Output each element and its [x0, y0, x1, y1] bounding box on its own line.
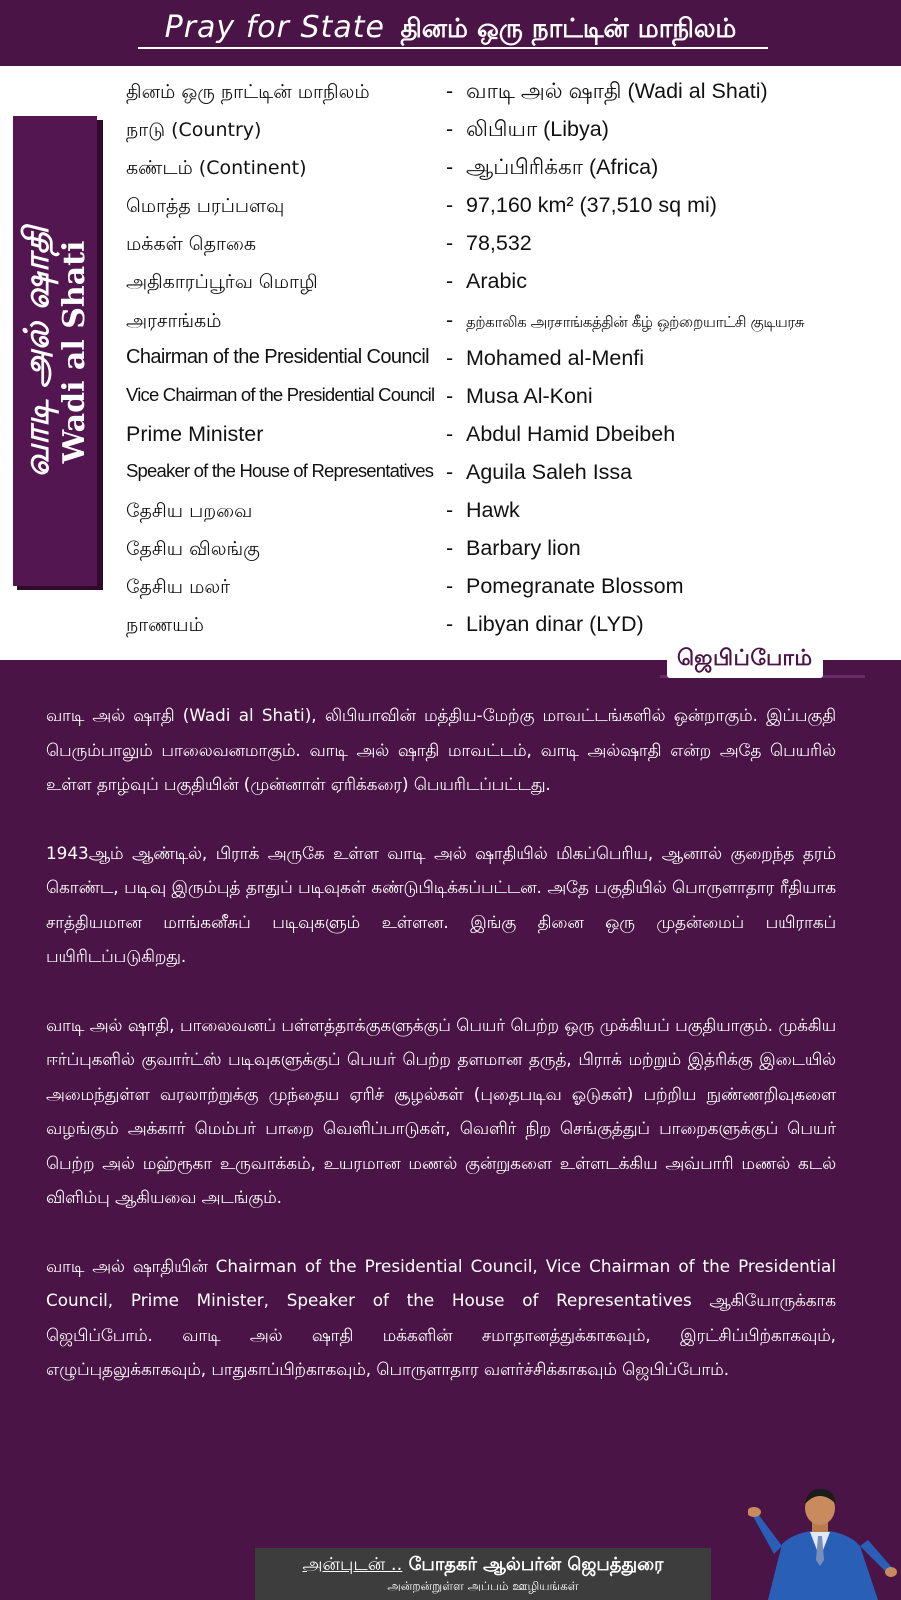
paragraph: வாடி அல் ஷாதி (Wadi al Shati), லிபியாவின் மத்திய-மேற்கு மாவட்டங்களில் ஒன்றாகும். இப்பகுதி பெரும்பாலும் பாலைவனமாகும். வாடி அல் ஷாதி மாவட்டம், வாடி அல்ஷாதி என்ற அதே பெயரில் உள்ள தாழ்வுப் பகுதியின் (முன்னாள் ஏரிக்கரை) பெயரிடப்பட்டது. [46, 705, 836, 794]
fact-label: கண்டம் (Continent) [126, 157, 307, 180]
header-bar [0, 0, 901, 66]
fact-separator: - [446, 79, 454, 103]
fact-separator: - [446, 155, 454, 180]
fact-label: Prime Minister [126, 421, 264, 446]
paragraph: வாடி அல் ஷாதியின் Chairman of the Presidential Council, Vice Chairman of the Presidential Council, Prime Minister, Speaker of the House of Representatives ஆகியோருக்காக ஜெபிப்போம். வாடி அல் ஷாதி மக்களின் சமாதானத்துக்காகவும், இரட்சிப்பிற்காகவும், எழுப்புதலுக்காகவும், பாதுகாப்பிற்காகவும், பொருளாதார வளர்ச்சிக்காகவும் ஜெபிப்போம். [46, 1255, 836, 1379]
fact-value: Aguila Saleh Issa [466, 459, 633, 484]
fact-value: வாடி அல் ஷாதி (Wadi al Shati) [466, 79, 768, 103]
fact-row [126, 189, 896, 227]
fact-value: தற்காலிக அரசாங்கத்தின் கீழ் ஒற்றையாட்சி குடியரசு [466, 312, 805, 331]
fact-row [126, 570, 896, 608]
facts-list [126, 75, 896, 646]
footer-signature [255, 1548, 711, 1600]
footer-author-line [255, 1554, 711, 1577]
fact-label: அரசாங்கம் [126, 309, 222, 332]
fact-row [126, 151, 896, 189]
fact-value: Mohamed al-Menfi [466, 345, 645, 370]
footer-ministry: அன்றன்றுள்ள அப்பம் ஊழியங்கள் [387, 1579, 579, 1593]
page-title [0, 10, 901, 47]
fact-label: நாடு (Country) [126, 119, 262, 142]
fact-row [126, 456, 896, 494]
side-banner-label [17, 227, 93, 478]
fact-value: Abdul Hamid Dbeibeh [466, 421, 676, 446]
article-body [46, 698, 836, 1421]
title-english: Pray for State [164, 10, 385, 45]
fact-row [126, 113, 896, 151]
paragraph: வாடி அல் ஷாதி, பாலைவனப் பள்ளத்தாக்குகளுக்குப் பெயர் பெற்ற ஒரு முக்கியப் பகுதியாகும். முக்கிய ஈர்ப்புகளில் குவார்ட்ஸ் படிவுகளுக்குப் பெயர் பெற்ற தளமான தருத், பிராக் மற்றும் இத்ரிக்கு இடையில் அமைந்துள்ள வரலாற்றுக்கு முந்தைய ஏரிச் சூழல்கள் (புதைபடிவ ஓடுகள்) பற்றிய நுண்ணறிவுகளை வழங்கும் அக்கார் மெம்பர் பாறை வெளிப்பாடுகள், வெளிர் நிற செங்குத்துப் பாறைகளுக்குப் பெயர் பெற்ற அல் மஹ்ரூகா உருவாக்கம், உயரமான மணல் குன்றுகளை உள்ளடக்கிய அவ்பாரி மணல் கடல் விளிம்பு ஆகியவை அடங்கும். [46, 1014, 836, 1207]
fact-label: மக்கள் தொகை [126, 233, 257, 256]
paragraph: 1943ஆம் ஆண்டில், பிராக் அருகே உள்ள வாடி அல் ஷாதியில் மிகப்பெரிய, ஆனால் குறைந்த தரம் கொண்ட, படிவு இரும்புத் தாதுப் படிவுகள் கண்டுபிடிக்கப்பட்டன. அதே பகுதியில் பொருளாதார ரீதியாக சாத்தியமான மாங்கனீசுப் படிவுகளும் உள்ளன. இங்கு தினை ஒரு முதன்மைப் பயிராகப் பயிரிடப்படுகிறது. [46, 842, 836, 966]
fact-row [126, 265, 896, 303]
fact-value: Libyan dinar (LYD) [466, 612, 644, 637]
side-banner-name-english: Wadi al Shati [57, 240, 92, 464]
pastor-photo [748, 1484, 898, 1600]
fact-separator: - [446, 536, 454, 561]
fact-value: Arabic [466, 269, 527, 294]
footer-author-name: போதகர் ஆல்பர்ன் ஜெபத்துரை [408, 1554, 664, 1575]
fact-value: 78,532 [466, 231, 532, 256]
fact-label: Vice Chairman of the Presidential Council [126, 383, 435, 405]
footer-intro: அன்புடன் .. [302, 1554, 403, 1575]
pray-badge: ஜெபிப்போம் [667, 640, 823, 678]
fact-row [126, 494, 896, 532]
fact-row [126, 532, 896, 570]
fact-label: தேசிய விலங்கு [126, 538, 260, 561]
fact-value: ஆப்பிரிக்கா (Africa) [466, 155, 659, 180]
fact-value: Barbary lion [466, 536, 581, 561]
fact-separator: - [446, 231, 454, 256]
fact-separator: - [446, 574, 454, 599]
fact-value: 97,160 km² (37,510 sq mi) [466, 193, 717, 218]
fact-label: தினம் ஒரு நாட்டின் மாநிலம் [126, 81, 370, 103]
fact-row [126, 418, 896, 456]
side-banner-name-tamil: வாடி அல் ஷாதி [17, 226, 57, 478]
fact-label: தேசிய மலர் [126, 576, 231, 599]
fact-row [126, 304, 896, 342]
fact-separator: - [446, 117, 454, 142]
fact-separator: - [446, 383, 454, 408]
fact-row [126, 380, 896, 418]
fact-value: லிபியா (Libya) [466, 117, 609, 142]
fact-separator: - [446, 612, 454, 637]
title-tamil: தினம் ஒரு நாட்டின் மாநிலம் [400, 14, 737, 44]
fact-separator: - [446, 193, 454, 218]
fact-label: நாணயம் [126, 614, 204, 637]
fact-label: Chairman of the Presidential Council [126, 345, 430, 368]
fact-row [126, 75, 896, 113]
fact-row [126, 342, 896, 380]
fact-label: Speaker of the House of Representatives [126, 459, 434, 481]
fact-label: தேசிய பறவை [126, 500, 253, 523]
fact-label: அதிகாரப்பூர்வ மொழி [126, 271, 318, 294]
fact-separator: - [446, 459, 454, 484]
fact-value: Musa Al-Koni [466, 383, 593, 408]
fact-separator: - [446, 269, 454, 294]
fact-value: Hawk [466, 498, 520, 523]
fact-separator: - [446, 498, 454, 523]
fact-label: மொத்த பரப்பளவு [126, 195, 285, 218]
fact-separator: - [446, 307, 454, 332]
fact-separator: - [446, 421, 454, 446]
title-underline [138, 47, 768, 49]
fact-value: Pomegranate Blossom [466, 574, 684, 599]
fact-row [126, 227, 896, 265]
fact-separator: - [446, 345, 454, 370]
